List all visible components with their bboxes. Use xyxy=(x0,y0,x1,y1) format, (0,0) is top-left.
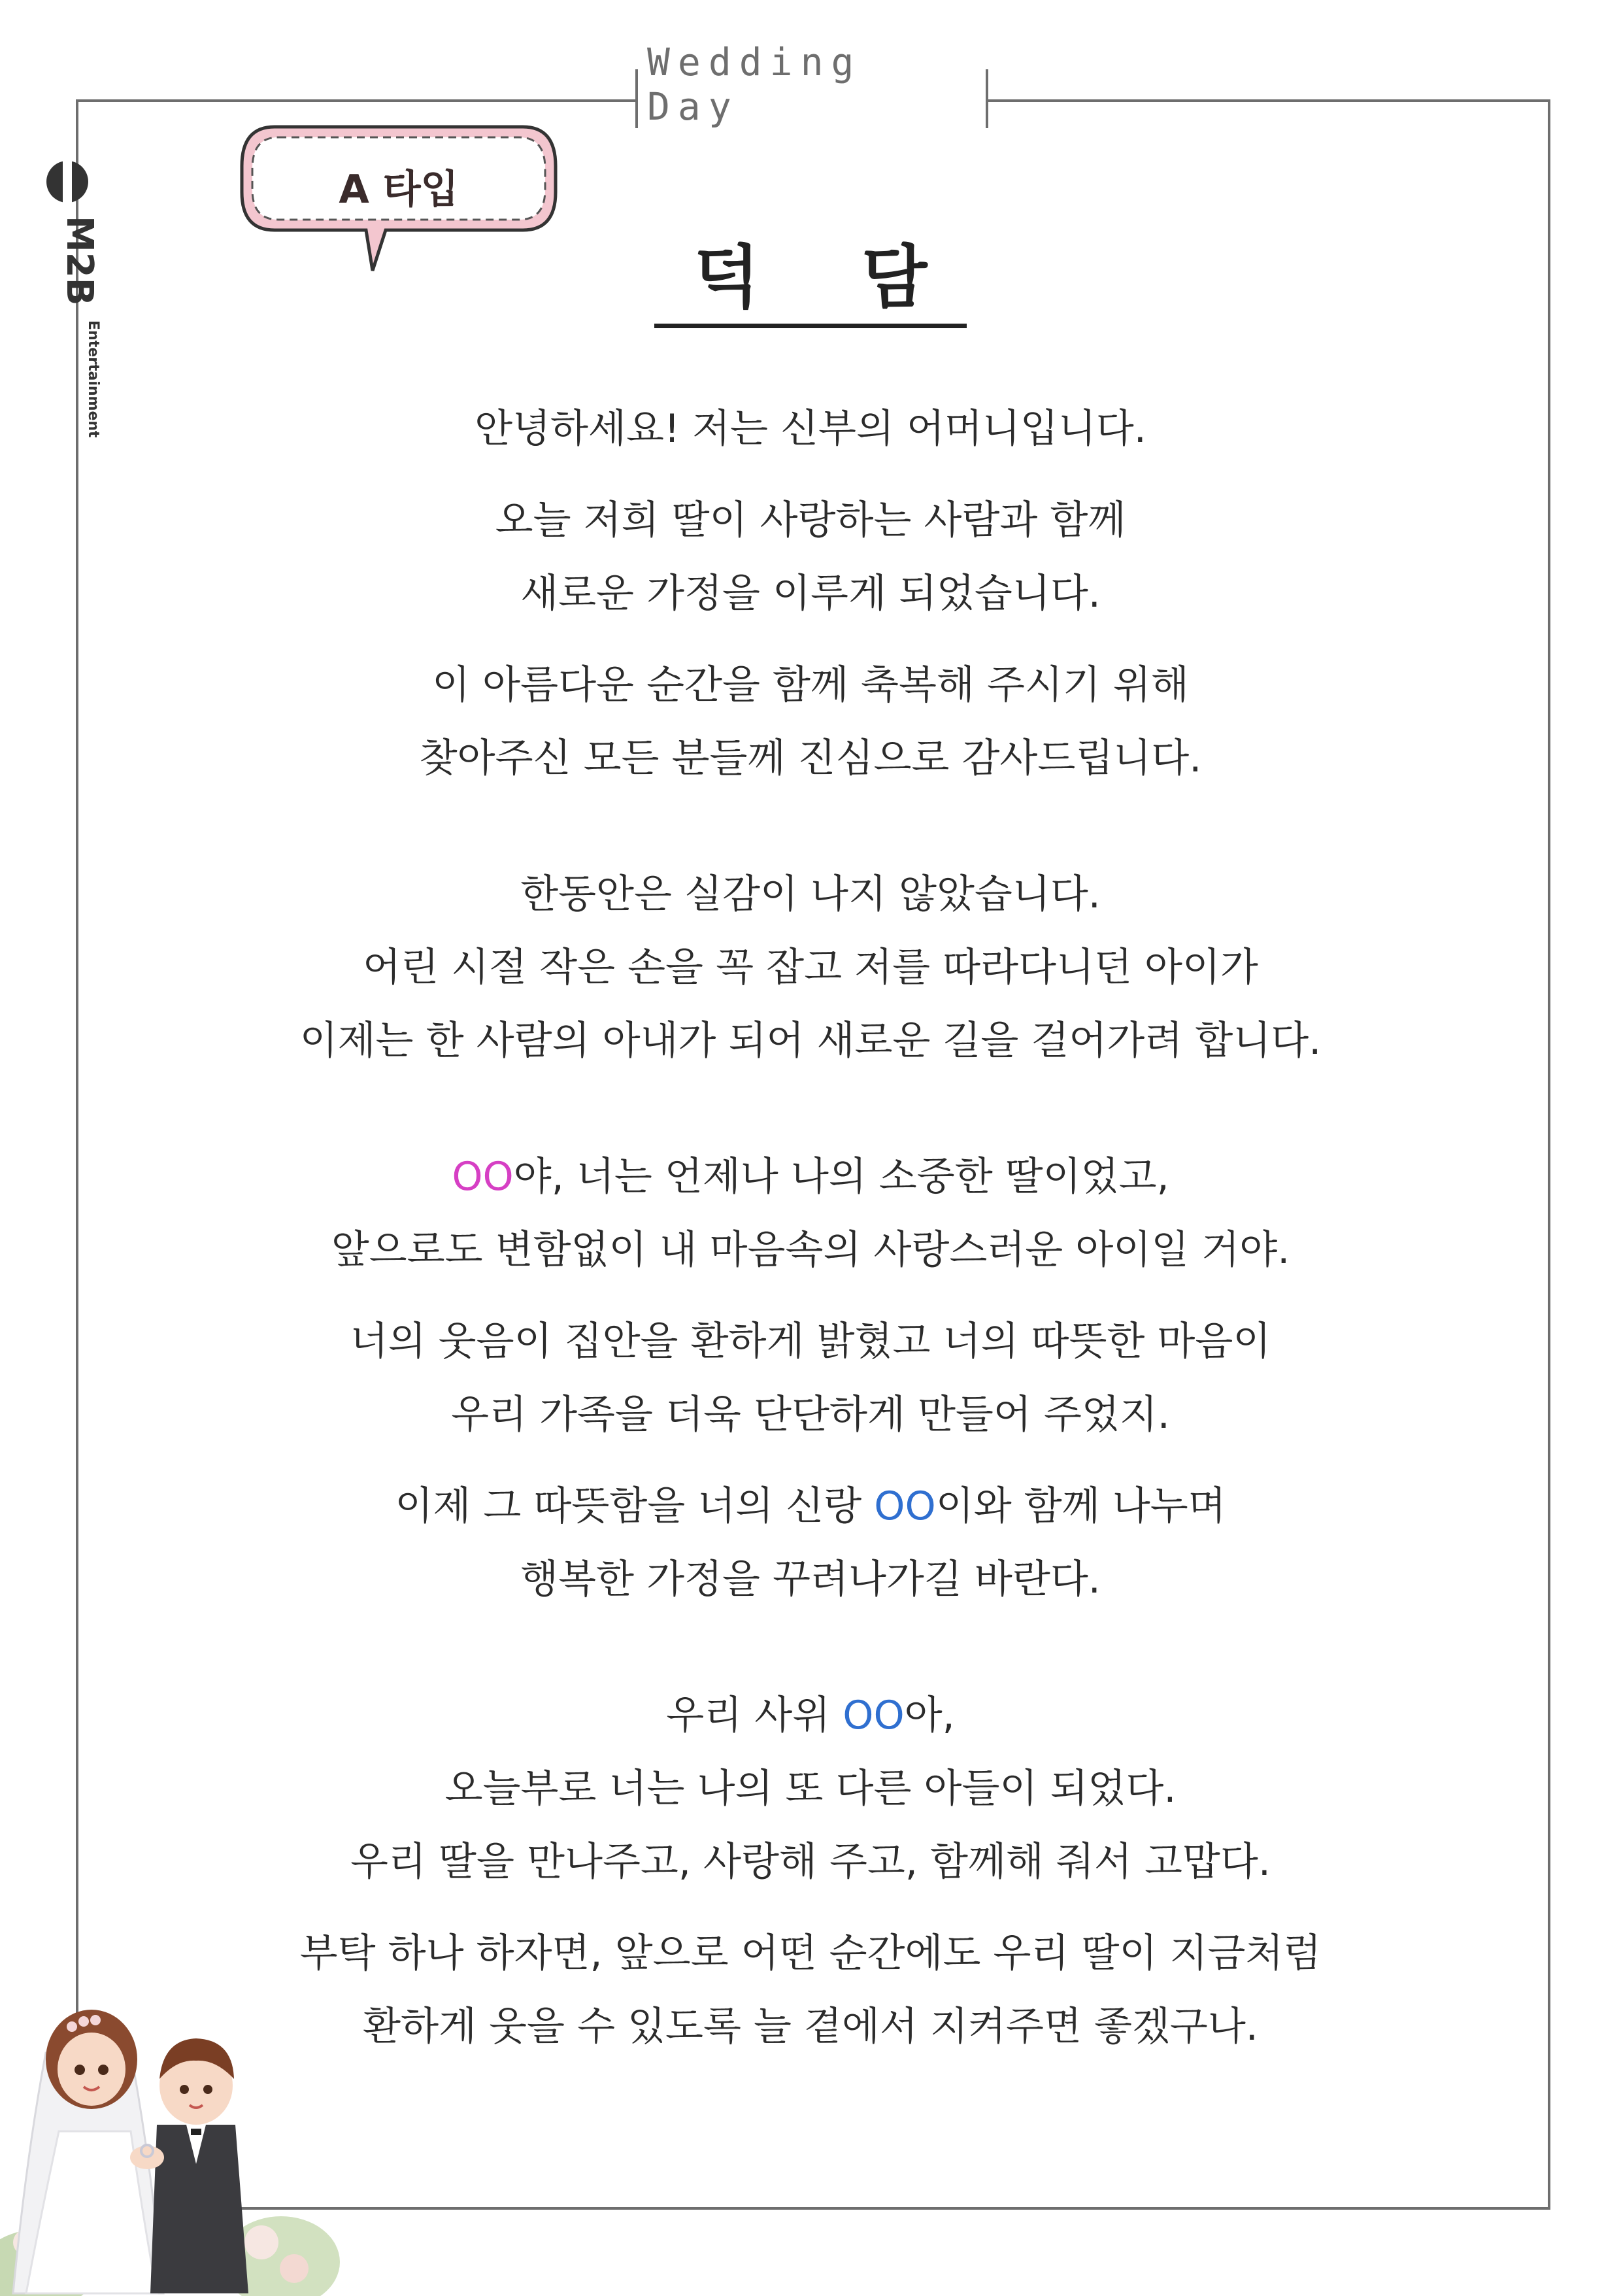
line: 환하게 웃을 수 있도록 늘 곁에서 지켜주면 좋겠구나. xyxy=(363,2004,1258,2050)
paragraph-request xyxy=(196,1917,1425,2063)
line: 우리 사위 xyxy=(666,1693,843,1738)
line: 행복한 가정을 꾸려나가길 바란다. xyxy=(520,1557,1101,1602)
line: 이제 그 따뜻함을 너의 신랑 xyxy=(395,1483,875,1529)
page-title xyxy=(0,222,1621,320)
line: 찾아주신 모든 분들께 진심으로 감사드립니다. xyxy=(419,735,1202,781)
line: 부탁 하나 하자면, 앞으로 어떤 순간에도 우리 딸이 지금처럼 xyxy=(299,1931,1322,1976)
groom-name-placeholder: OO xyxy=(874,1483,936,1529)
groom-name-placeholder: OO xyxy=(843,1693,905,1738)
paragraph-greeting xyxy=(196,392,1425,465)
line: 우리 딸을 만나주고, 사랑해 주고, 함께해 줘서 고맙다. xyxy=(350,1839,1271,1885)
svg-text:Entertainment: Entertainment xyxy=(85,320,101,438)
line: 앞으로도 변함없이 내 마음속의 사랑스러운 아이일 거야. xyxy=(331,1227,1290,1273)
paragraph-thanks xyxy=(196,649,1425,795)
wedding-couple-icon xyxy=(0,1961,327,2293)
line: 우리 가족을 더욱 단단하게 만들어 주었지. xyxy=(451,1392,1170,1438)
line: 너의 웃음이 집안을 환하게 밝혔고 너의 따뜻한 마음이 xyxy=(350,1319,1271,1364)
paragraph-blessing xyxy=(196,1470,1425,1616)
header-title: Wedding Day xyxy=(638,40,986,129)
line: 오늘부로 너는 나의 또 다른 아들이 되었다. xyxy=(444,1766,1177,1812)
page-title-text: 덕 담 xyxy=(654,237,966,328)
paragraph-warmth xyxy=(196,1305,1425,1451)
paragraph-memory xyxy=(196,858,1425,1077)
line: 이와 함께 나누며 xyxy=(935,1483,1226,1529)
line: 한동안은 실감이 나지 않았습니다. xyxy=(520,871,1101,917)
line: 이 아름다운 순간을 함께 축복해 주시기 위해 xyxy=(432,662,1189,708)
speech-body xyxy=(196,392,1425,2063)
couple-illustration xyxy=(0,1961,327,2293)
paragraph-to-son-in-law xyxy=(196,1679,1425,1899)
badge-label: A 타입 xyxy=(339,167,459,212)
paragraph-to-daughter xyxy=(196,1140,1425,1287)
line: 아, xyxy=(904,1693,955,1738)
line: 이제는 한 사람의 아내가 되어 새로운 길을 걸어가려 합니다. xyxy=(299,1018,1322,1064)
svg-text:M2B: M2B xyxy=(58,216,101,306)
line: 새로운 가정을 이루게 되었습니다. xyxy=(520,571,1101,616)
paragraph-occasion xyxy=(196,484,1425,630)
bride-name-placeholder: OO xyxy=(452,1154,514,1200)
line: 안녕하세요! 저는 신부의 어머니입니다. xyxy=(475,406,1146,452)
line: 야, 너는 언제나 나의 소중한 딸이었고, xyxy=(513,1154,1169,1200)
line: 어린 시절 작은 손을 꼭 잡고 저를 따라다니던 아이가 xyxy=(363,945,1258,990)
header-tab xyxy=(635,40,988,129)
line: 오늘 저희 딸이 사랑하는 사람과 함께 xyxy=(495,498,1126,543)
